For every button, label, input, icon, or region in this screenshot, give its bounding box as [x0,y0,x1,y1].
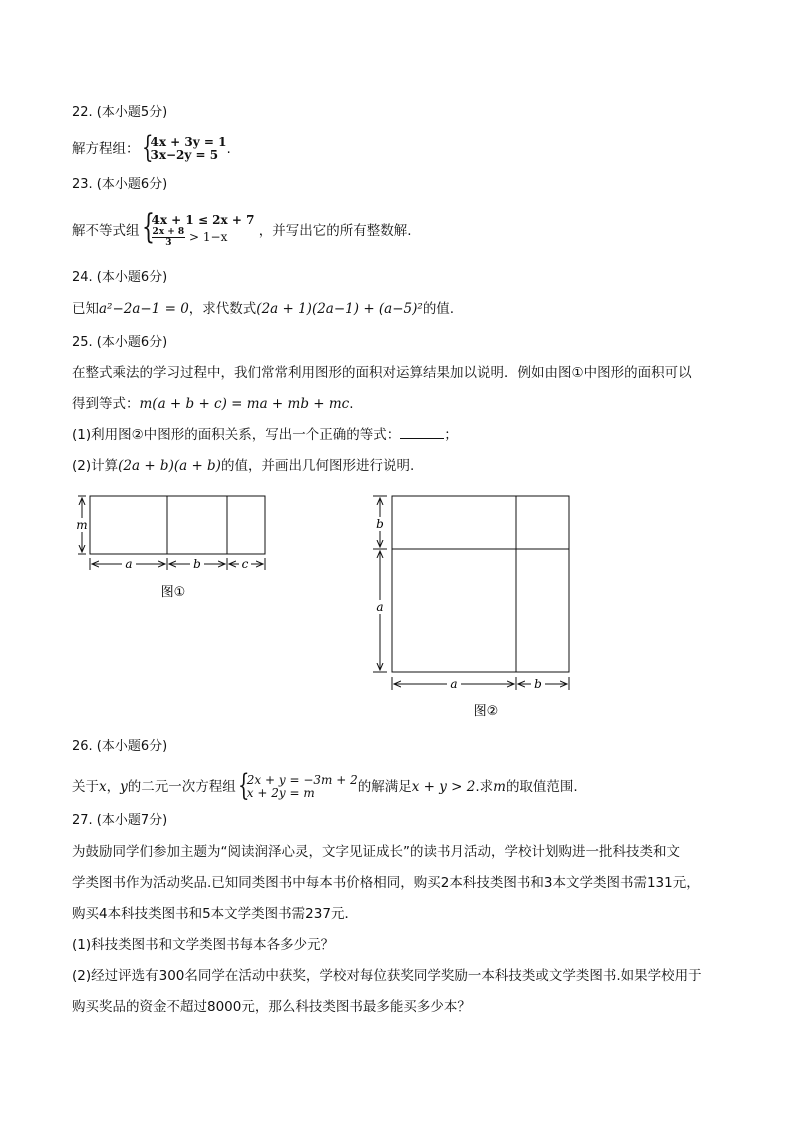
q24-expression: (2a + 1)(2a−1) + (a−5)² [256,301,423,317]
q26-condition: x + y > 2 [411,779,476,795]
answer-blank[interactable] [400,426,444,439]
q22-header: 22. (本小题5分) [72,105,168,120]
fig1-label-m: m [76,518,88,532]
q27-part2-line2: 购买奖品的资金不超过8000元，那么科技类图书最多能买多少本？ [72,999,471,1015]
q23-question [72,207,412,248]
q27-part2-line1: (2)经过评选有300名同学在活动中获奖，学校对每位获奖同学奖励一本科技类或文学类图书.如果学校用于 [72,968,702,984]
q23-ineq2: $\frac{2x + 8}{3}$ > 1−x [152,227,228,248]
q22-equation-system: { 4x + 3y = 1 3x−2y = 5 [141,130,227,165]
q22-eq1: 4x + 3y = 1 [150,135,227,149]
q25-product: (2a + b)(a + b) [118,458,221,474]
fig1-label-b: b [193,557,201,571]
q23-fraction: $\frac{2x + 8}{3}$ [152,227,185,248]
q26-header: 26. (本小题6分) [72,739,168,754]
q22-prefix: 解方程组： [72,141,140,157]
q22-suffix: . [226,141,231,157]
q26-question: 关于x，y的二元一次方程组 { 2x + y = −3m + 2 x + 2y = m 的解满足x + y > 2.求m的取值范围. [72,768,578,803]
q27-line3: 购买4本科技类图书和5本文学类图书需237元． [72,906,358,922]
q23-suffix: ，并写出它的所有整数解. [258,223,412,239]
q22-question [72,130,231,165]
q22-eq2: 3x−2y = 5 [150,148,219,162]
figure-1 [70,488,280,608]
q27-line1: 为鼓励同学们参加主题为“阅读润泽心灵，文字见证成长”的读书月活动，学校计划购进一批科技类和文 [72,844,680,860]
fig2-label-b-bottom: b [534,677,542,691]
q25-header: 25. (本小题6分) [72,335,168,350]
figure-2 [366,490,576,722]
fig1-label-c: c [241,557,249,571]
q25-part1: (1)利用图②中图形的面积关系，写出一个正确的等式： ； [72,427,458,443]
q27-line2: 学类图书作为活动奖品.已知同类图书中每本书价格相同，购买2本科技类图书和3本文学类图书需131元， [72,875,700,891]
q25-intro-line1: 在整式乘法的学习过程中，我们常常利用图形的面积对运算结果加以说明．例如由图①中图形的面积可以 [72,365,692,381]
q27-header: 27. (本小题7分) [72,813,168,828]
q26-eq1: 2x + y = −3m + 2 [246,773,358,787]
fig1-label-a: a [125,557,133,571]
q23-header: 23. (本小题6分) [72,177,168,192]
q23-ineq1: 4x + 1 ≤ 2x + 7 [151,213,255,227]
q25-identity: m(a + b + c) = ma + mb + mc [139,396,350,412]
fig2-label-a-left: a [376,600,384,614]
q23-inequality-system: { 4x + 1 ≤ 2x + 7 $\frac{2x + 8}{3}$ > 1−x [141,207,255,248]
q23-prefix: 解不等式组 [72,223,140,239]
fig2-label-a-bottom: a [450,677,458,691]
q24-condition: a²−2a−1 = 0 [99,301,189,317]
q24-question: 已知a²−2a−1 = 0，求代数式(2a + 1)(2a−1) + (a−5)²的值. [72,301,455,317]
q24-header: 24. (本小题6分) [72,270,168,285]
q26-equation-system: { 2x + y = −3m + 2 x + 2y = m [237,768,358,803]
q25-part2: (2)计算(2a + b)(a + b)的值，并画出几何图形进行说明. [72,458,415,474]
q26-eq2: x + 2y = m [246,786,315,800]
q27-part1: (1)科技类图书和文学类图书每本各多少元？ [72,937,335,953]
fig2-label-b-left: b [376,517,384,531]
fig1-caption: 图① [160,585,186,600]
q25-intro-line2: 得到等式：m(a + b + c) = ma + mb + mc. [72,396,354,412]
fig1-rectangle [90,496,265,554]
fig2-caption: 图② [473,704,499,719]
fig2-square [392,496,569,672]
